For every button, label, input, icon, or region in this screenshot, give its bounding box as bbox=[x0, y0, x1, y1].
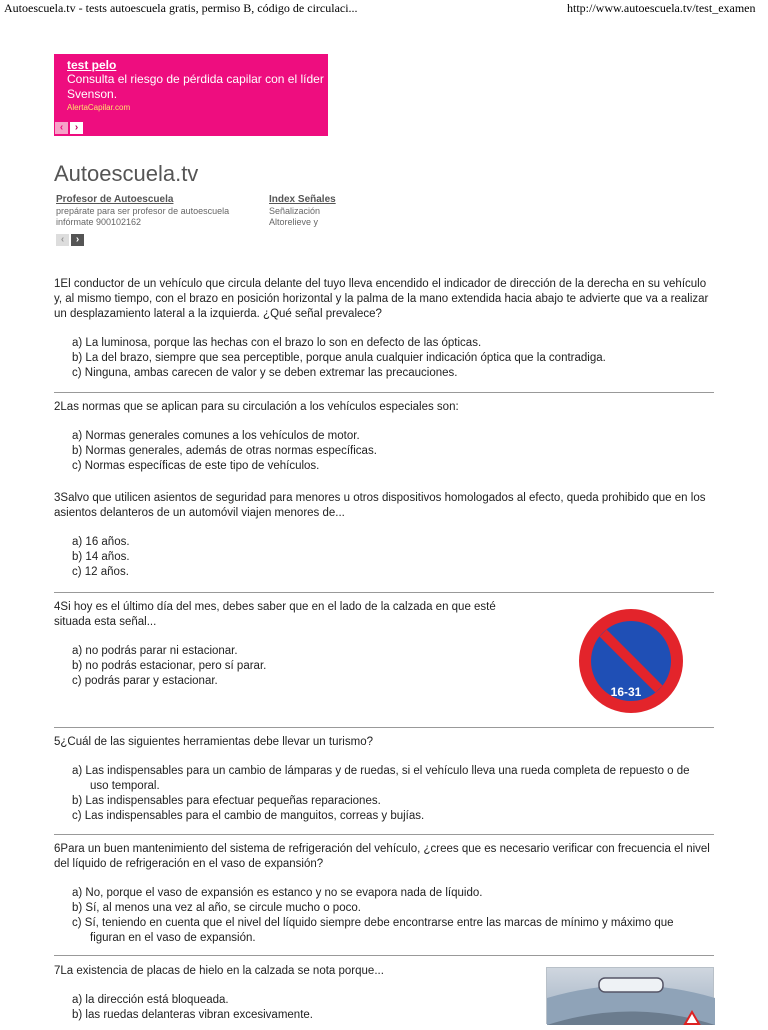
question-text bbox=[54, 600, 534, 630]
road-ice-illustration bbox=[546, 967, 714, 1024]
option-c[interactable]: c) Normas específicas de este tipo de vehículos. bbox=[72, 460, 320, 472]
question-text bbox=[54, 400, 714, 415]
page-title-print: Autoescuela.tv - tests autoescuela gratis, permiso B, código de circulaci... bbox=[4, 1, 358, 15]
option-list bbox=[54, 429, 704, 474]
option-a[interactable]: a) Las indispensables para un cambio de lámparas y de ruedas, si el vehículo lleva una rueda completa de repuesto o de uso temporal. bbox=[72, 765, 690, 792]
question-body: Salvo que utilicen asientos de seguridad para menores u otros dispositivos homologados al efecto, queda prohibido que en los asientos delanteros de un automóvil viajen menores de... bbox=[54, 492, 706, 519]
question-1 bbox=[54, 277, 714, 381]
option-list bbox=[54, 535, 704, 580]
ad-nav bbox=[55, 122, 83, 134]
option-a[interactable]: a) No, porque el vaso de expansión es estanco y no se evapora nada de líquido. bbox=[72, 887, 483, 899]
divider bbox=[54, 955, 714, 956]
option-b[interactable]: b) no podrás estacionar, pero sí parar. bbox=[72, 660, 267, 672]
text-ad-line: Señalización bbox=[269, 206, 321, 216]
ad-next-button[interactable]: › bbox=[70, 122, 83, 134]
option-b[interactable]: b) La del brazo, siempre que sea perceptible, porque anula cualquier indicación óptica que la contradiga. bbox=[72, 352, 606, 364]
option-a[interactable]: a) no podrás parar ni estacionar. bbox=[72, 645, 238, 657]
question-5 bbox=[54, 735, 714, 824]
question-6 bbox=[54, 842, 714, 946]
question-body: La existencia de placas de hielo en la calzada se nota porque... bbox=[60, 965, 384, 977]
ad-text: Consulta el riesgo de pérdida capilar con el líder Svenson. bbox=[67, 72, 324, 101]
question-number: 3 bbox=[54, 492, 61, 504]
question-3 bbox=[54, 491, 714, 580]
option-b[interactable]: b) Las indispensables para efectuar pequeñas reparaciones. bbox=[72, 795, 381, 807]
text-ad-title[interactable]: Profesor de Autoescuela bbox=[56, 194, 174, 205]
question-text bbox=[54, 277, 714, 322]
option-a[interactable]: a) La luminosa, porque las hechas con el brazo lo son en defecto de las ópticas. bbox=[72, 337, 482, 349]
question-number: 6 bbox=[54, 843, 61, 855]
site-title[interactable]: Autoescuela.tv bbox=[54, 161, 199, 186]
option-c[interactable]: c) 12 años. bbox=[72, 566, 129, 578]
text-ad-line: infórmate 900102162 bbox=[56, 217, 142, 227]
ad-title-link[interactable]: test pelo bbox=[67, 58, 117, 72]
text-ads-nav bbox=[56, 234, 84, 246]
divider bbox=[54, 392, 714, 393]
option-list bbox=[54, 336, 704, 381]
option-b[interactable]: b) 14 años. bbox=[72, 551, 130, 563]
text-ad[interactable] bbox=[56, 194, 229, 228]
text-ads-next-button[interactable]: › bbox=[71, 234, 84, 246]
pink-ad-banner[interactable] bbox=[54, 54, 328, 136]
text-ad-line: Altorelieve y bbox=[269, 217, 319, 227]
question-body: ¿Cuál de las siguientes herramientas debe llevar un turismo? bbox=[60, 736, 373, 748]
no-parking-sign-icon bbox=[576, 606, 686, 716]
option-list bbox=[54, 764, 704, 824]
text-ads bbox=[56, 194, 336, 230]
divider bbox=[54, 727, 714, 728]
option-list bbox=[54, 886, 704, 946]
page-url-print: http://www.autoescuela.tv/test_examen bbox=[567, 1, 756, 15]
question-number: 4 bbox=[54, 601, 61, 613]
question-body: Para un buen mantenimiento del sistema de refrigeración del vehículo, ¿crees que es necesario verificar con frecuencia el nivel del líquido de refrigeración en el vaso de expansión? bbox=[54, 843, 710, 870]
option-b[interactable]: b) Normas generales, además de otras normas específicas. bbox=[72, 445, 377, 457]
question-body: Si hoy es el último día del mes, debes saber que en el lado de la calzada en que esté situada esta señal... bbox=[54, 601, 496, 628]
text-ad[interactable] bbox=[269, 194, 336, 228]
option-list bbox=[54, 644, 534, 689]
question-text bbox=[54, 842, 714, 872]
ad-domain[interactable]: AlertaCapilar.com bbox=[67, 103, 131, 112]
text-ad-title[interactable]: Index Señales bbox=[269, 194, 336, 205]
question-text bbox=[54, 491, 714, 521]
text-ad-line: prepárate para ser profesor de autoescuela bbox=[56, 206, 230, 216]
option-b[interactable]: b) Sí, al menos una vez al año, se circule mucho o poco. bbox=[72, 902, 361, 914]
question-2 bbox=[54, 400, 714, 474]
question-7 bbox=[54, 964, 534, 1023]
option-a[interactable]: a) la dirección está bloqueada. bbox=[72, 994, 229, 1006]
question-text bbox=[54, 735, 714, 750]
ad-prev-button[interactable]: ‹ bbox=[55, 122, 68, 134]
divider bbox=[54, 592, 714, 593]
question-number: 1 bbox=[54, 278, 61, 290]
print-header bbox=[0, 0, 768, 16]
option-c[interactable]: c) Sí, teniendo en cuenta que el nivel del líquido siempre debe encontrarse entre las marcas de mínimo y máximo que figuran en el vaso de expansión. bbox=[72, 917, 674, 944]
question-4 bbox=[54, 600, 534, 689]
question-body: Las normas que se aplican para su circulación a los vehículos especiales son: bbox=[60, 401, 459, 413]
question-body: El conductor de un vehículo que circula delante del tuyo lleva encendido el indicador de dirección de la derecha en su vehículo y, al mismo tiempo, con el brazo en posición horizontal y la palma de la mano extendida hacia abajo te advierte que va a realizar un desplazamiento lateral a la izquierda. ¿Qué señal prevalece? bbox=[54, 278, 709, 320]
question-number: 5 bbox=[54, 736, 61, 748]
question-number: 7 bbox=[54, 965, 61, 977]
divider bbox=[54, 834, 714, 835]
option-a[interactable]: a) Normas generales comunes a los vehículos de motor. bbox=[72, 430, 360, 442]
option-b[interactable]: b) las ruedas delanteras vibran excesivamente. bbox=[72, 1009, 313, 1021]
question-text bbox=[54, 964, 534, 979]
option-c[interactable]: c) Las indispensables para el cambio de manguitos, correas y bujías. bbox=[72, 810, 425, 822]
option-c[interactable]: c) Ninguna, ambas carecen de valor y se deben extremar las precauciones. bbox=[72, 367, 458, 379]
question-number: 2 bbox=[54, 401, 61, 413]
windshield-view-icon bbox=[547, 968, 715, 1025]
option-list bbox=[54, 993, 534, 1023]
option-c[interactable]: c) podrás parar y estacionar. bbox=[72, 675, 218, 687]
text-ads-prev-button[interactable]: ‹ bbox=[56, 234, 69, 246]
sign-label: 16-31 bbox=[610, 685, 642, 699]
option-a[interactable]: a) 16 años. bbox=[72, 536, 130, 548]
